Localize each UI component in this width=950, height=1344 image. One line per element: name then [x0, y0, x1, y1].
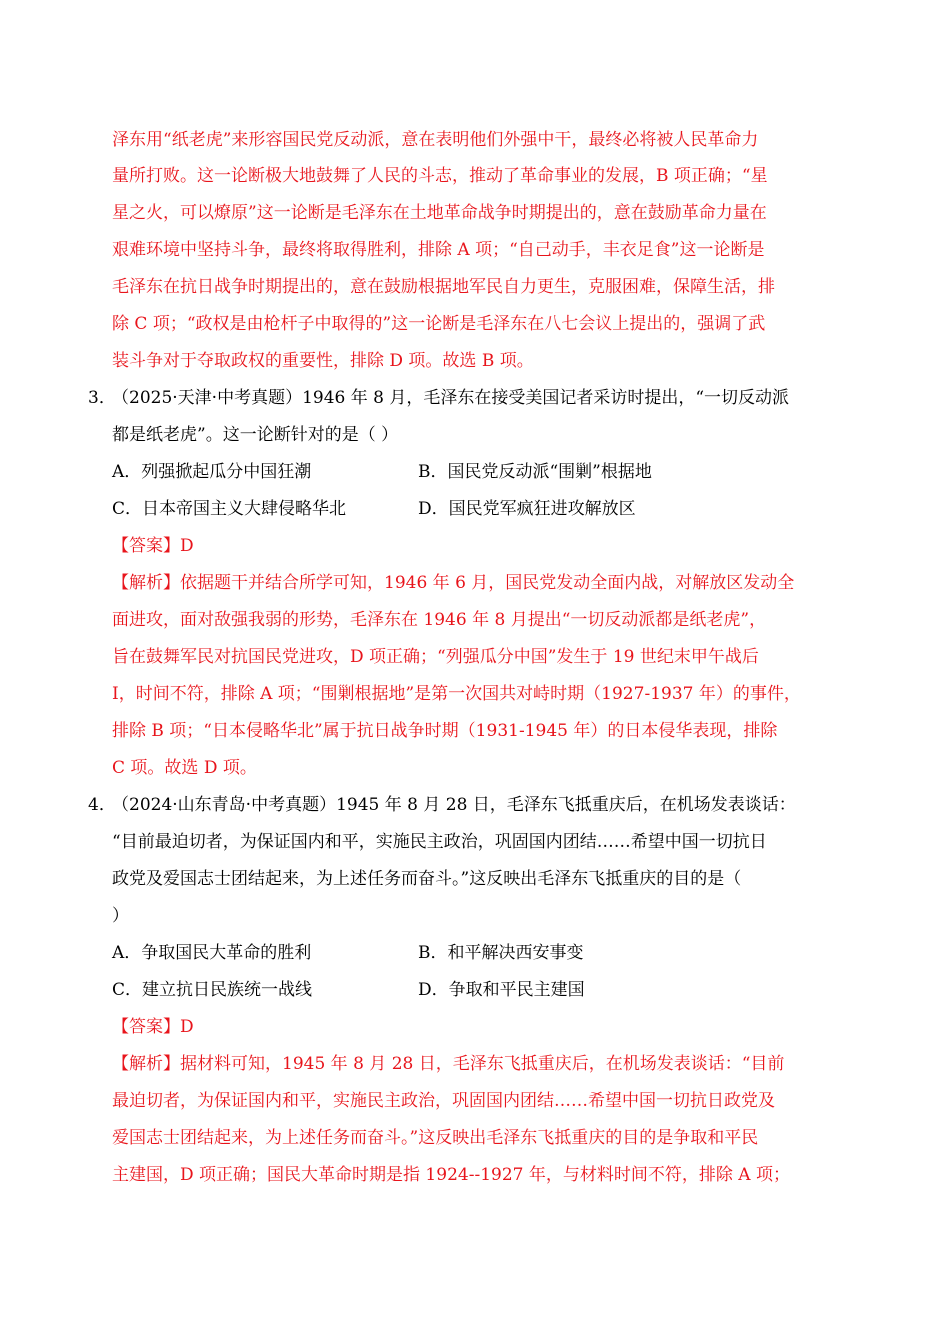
- question-stem-line: 都是纸老虎”。这一论断针对的是（ ）: [112, 425, 399, 445]
- analysis-line: 泽东用“纸老虎”来形容国民党反动派，意在表明他们外强中干，最终必将被人民革命力: [112, 130, 759, 150]
- answer: 【答案】D: [112, 536, 194, 556]
- question-number: 4．: [88, 795, 116, 815]
- analysis-line: 主建国，D 项正确；国民大革命时期是指 1924--1927 年，与材料时间不符，排除 A 项；: [112, 1165, 790, 1185]
- option-b: B．和平解决西安事变: [418, 943, 584, 963]
- analysis-line: 装斗争对于夺取政权的重要性，排除 D 项。故选 B 项。: [112, 351, 534, 371]
- analysis-line: I，时间不符，排除 A 项；“围剿根据地”是第一次国共对峙时期（1927-1937 年）的事件，: [112, 684, 801, 704]
- analysis-line: 量所打败。这一论断极大地鼓舞了人民的斗志，推动了革命事业的发展，B 项正确；“星: [112, 166, 768, 186]
- analysis-line: 毛泽东在抗日战争时期提出的，意在鼓励根据地军民自力更生，克服困难，保障生活，排: [112, 277, 775, 297]
- answer: 【答案】D: [112, 1017, 194, 1037]
- question-stem-line: “目前最迫切者，为保证国内和平，实施民主政治，巩固国内团结……希望中国一切抗日: [112, 832, 767, 852]
- analysis-line: 艰难环境中坚持斗争，最终将取得胜利，排除 A 项；“自己动手，丰衣足食”这一论断是: [112, 240, 765, 260]
- question-stem-line: 政党及爱国志士团结起来，为上述任务而奋斗。”这反映出毛泽东飞抵重庆的目的是（: [112, 869, 742, 889]
- question-stem-line: （2025·天津·中考真题）1946 年 8 月，毛泽东在接受美国记者采访时提出，“一切反动派: [112, 388, 790, 408]
- question-number: 3．: [88, 388, 116, 408]
- analysis-line: 除 C 项；“政权是由枪杆子中取得的”这一论断是毛泽东在八七会议上提出的，强调了武: [112, 314, 766, 334]
- option-c: C．日本帝国主义大肆侵略华北: [112, 499, 347, 519]
- analysis-line: 【解析】依据题干并结合所学可知，1946 年 6 月，国民党发动全面内战，对解放区发动全: [112, 573, 795, 593]
- analysis-line: 面进攻，面对敌强我弱的形势，毛泽东在 1946 年 8 月提出“一切反动派都是纸老虎”，: [112, 610, 767, 630]
- analysis-line: 排除 B 项；“日本侵略华北”属于抗日战争时期（1931-1945 年）的日本侵华表现，排除: [112, 721, 778, 741]
- analysis-line: 星之火，可以燎原”这一论断是毛泽东在土地革命战争时期提出的，意在鼓励革命力量在: [112, 203, 767, 223]
- option-a: A．列强掀起瓜分中国狂潮: [112, 462, 312, 482]
- analysis-line: 爱国志士团结起来，为上述任务而奋斗。”这反映出毛泽东飞抵重庆的目的是争取和平民: [112, 1128, 759, 1148]
- analysis-line: C 项。故选 D 项。: [112, 758, 257, 778]
- analysis-line: 旨在鼓舞军民对抗国民党进攻，D 项正确；“列强瓜分中国”发生于 19 世纪末甲午战后: [112, 647, 759, 667]
- option-d: D．国民党军疯狂进攻解放区: [418, 499, 636, 519]
- option-c: C．建立抗日民族统一战线: [112, 980, 313, 1000]
- option-a: A．争取国民大革命的胜利: [112, 943, 312, 963]
- question-stem-line: （2024·山东青岛·中考真题）1945 年 8 月 28 日，毛泽东飞抵重庆后，在机场发表谈话：: [112, 795, 796, 815]
- option-d: D．争取和平民主建国: [418, 980, 585, 1000]
- question-stem-line: ）: [112, 906, 129, 926]
- analysis-line: 【解析】据材料可知，1945 年 8 月 28 日，毛泽东飞抵重庆后，在机场发表谈话：“目前: [112, 1054, 785, 1074]
- analysis-line: 最迫切者，为保证国内和平，实施民主政治，巩固国内团结……希望中国一切抗日政党及: [112, 1091, 775, 1111]
- option-b: B．国民党反动派“围剿”根据地: [418, 462, 652, 482]
